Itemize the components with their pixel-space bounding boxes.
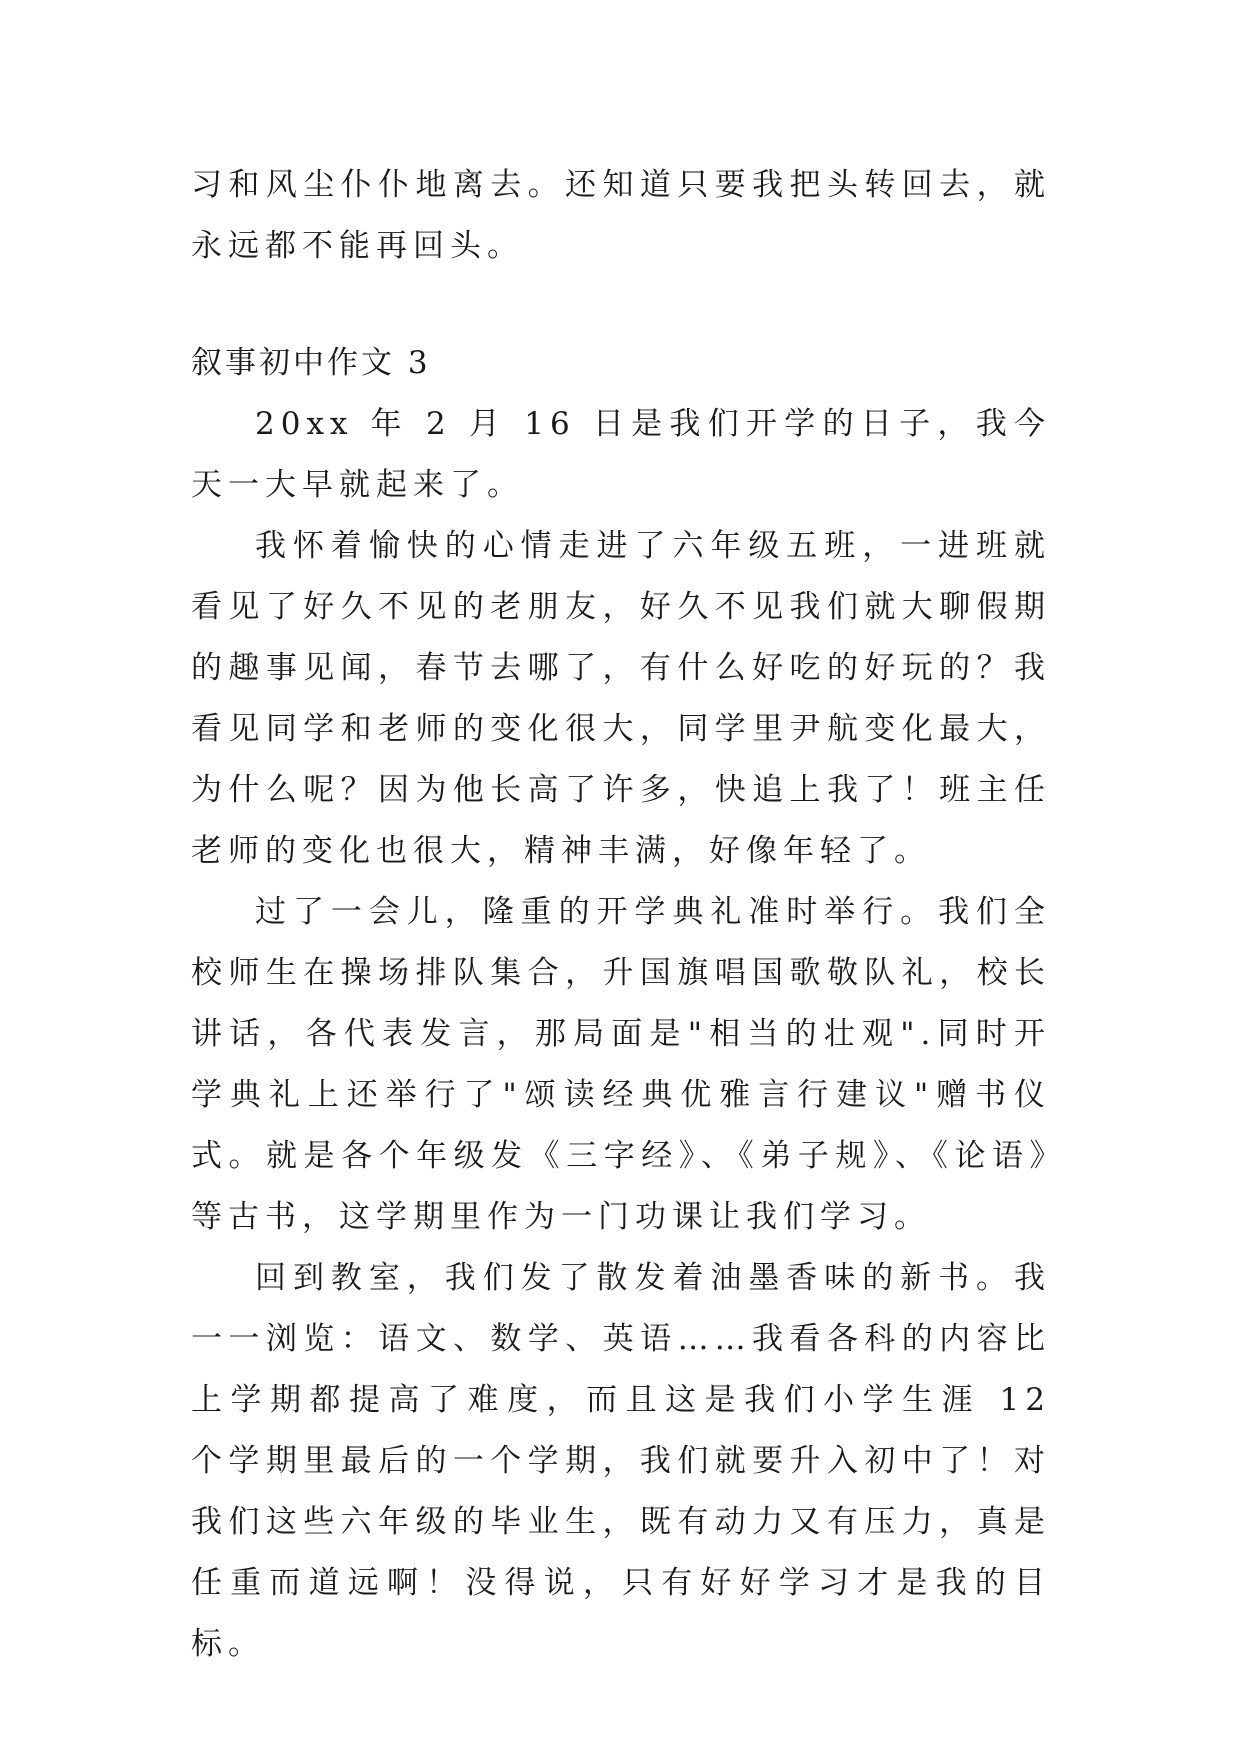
paragraph-3: 过了一会儿，隆重的开学典礼准时举行。我们全校师生在操场排队集合，升国旗唱国歌敬队礼，校长讲话，各代表发言，那局面是"相当的壮观".同时开学典礼上还举行了"颂读经典优雅言行建议"赠书仪式。就是各个年级发《三字经》、《弟子规》、《论语》等古书，这学期里作为一门功课让我们学习。: [191, 894, 1051, 1235]
essay-body: [191, 394, 1051, 1675]
section-title: 叙事初中作文 3: [191, 345, 431, 381]
continuation-paragraph: [191, 155, 1051, 277]
paragraph-4: 回到教室，我们发了散发着油墨香味的新书。我一一浏览：语文、数学、英语……我看各科的内容比上学期都提高了难度，而且这是我们小学生涯 12 个学期里最后的一个学期，我们就要升入初中了！对我们这些六年级的毕业生，既有动力又有压力，真是任重而道远啊！没得说，只有好好学习才是我的目标。: [191, 1260, 1051, 1662]
continuation-text: 习和风尘仆仆地离去。还知道只要我把头转回去，就永远都不能再回头。: [191, 167, 1051, 264]
paragraph-1: 20xx 年 2 月 16 日是我们开学的日子，我今天一大早就起来了。: [191, 406, 1051, 503]
paragraph-2: 我怀着愉快的心情走进了六年级五班，一进班就看见了好久不见的老朋友，好久不见我们就大聊假期的趣事见闻，春节去哪了，有什么好吃的好玩的？我看见同学和老师的变化很大，同学里尹航变化最大，为什么呢？因为他长高了许多，快追上我了！班主任老师的变化也很大，精神丰满，好像年轻了。: [191, 528, 1051, 869]
